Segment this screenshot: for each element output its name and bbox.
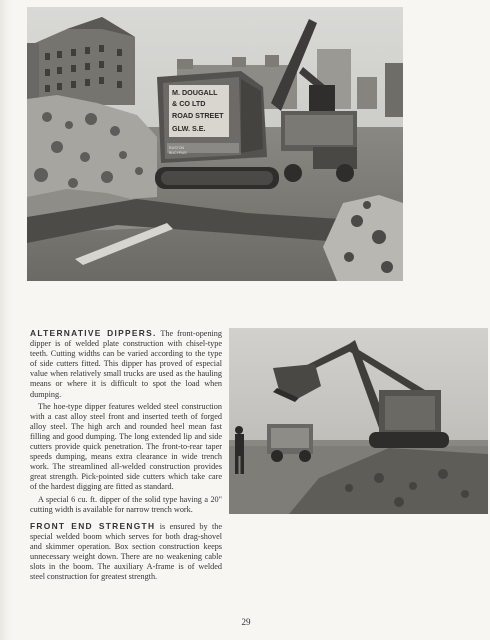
front-end-strength-heading: FRONT END STRENGTH bbox=[30, 521, 156, 531]
cab-sign-line-2: & CO LTD bbox=[172, 99, 206, 108]
page-number: 29 bbox=[241, 617, 251, 627]
front-end-strength-section bbox=[30, 521, 222, 583]
shovel-machine-body bbox=[369, 390, 449, 448]
excavator-loading-truck-image bbox=[27, 7, 403, 281]
drag-shovel-site-photo bbox=[229, 328, 488, 514]
hoe-dipper-paragraph: The hoe-type dipper features welded steel construction with a cast alloy steel front and inserted teeth of forged alloy steel. The high arch and rounded heel mean fast filling and good dumping. The long extended lip and side cutters provide quick penetration. The front-to-rear taper speeds dumping, means extra clearance in wide trench work. The streamlined all-welded construction provides great strength. Pick-pointed side cutters which take care of the hardest digging are fitted as standard. bbox=[30, 401, 222, 492]
cab-sign-line-4: GLW. S.E. bbox=[172, 124, 206, 133]
alternative-dippers-heading: ALTERNATIVE DIPPERS. bbox=[30, 328, 157, 338]
page-binding-edge bbox=[0, 0, 14, 640]
excavator-loading-truck-photo bbox=[27, 7, 403, 281]
narrow-trench-dipper-paragraph: A special 6 cu. ft. dipper of the solid type having a 20" cutting width is available for narrow trench work. bbox=[30, 494, 222, 514]
alternative-dippers-section bbox=[30, 328, 222, 515]
drag-shovel-site-image bbox=[229, 328, 488, 514]
cab-tag-line-1: RUSTON bbox=[169, 146, 185, 150]
cab-sign-line-3: ROAD STREET bbox=[172, 111, 224, 120]
front-end-strength-lead: is ensured by the special welded boom which serves for both drag-shovel and skimmer operation. Box section construction keeps unnecessary weight down. There are no weakening cable slots in the boom. The auxiliary A-frame is of welded steel construction for greatest strength. bbox=[30, 522, 222, 582]
cab-sign-line-1: M. DOUGALL bbox=[172, 88, 218, 97]
cab-tag-line-2: BUCYRUS bbox=[169, 151, 187, 155]
alternative-dippers-lead: The front-opening dipper is of welded plate construction with chisel-type teeth. Cutting widths can be varied according to the type of side cutters fitted. This dipper has proved of especial value when relatively small trucks are used as the hauling means or where it is difficult to spot the load when dumping. bbox=[30, 329, 222, 399]
excavator-tracks bbox=[155, 167, 279, 189]
